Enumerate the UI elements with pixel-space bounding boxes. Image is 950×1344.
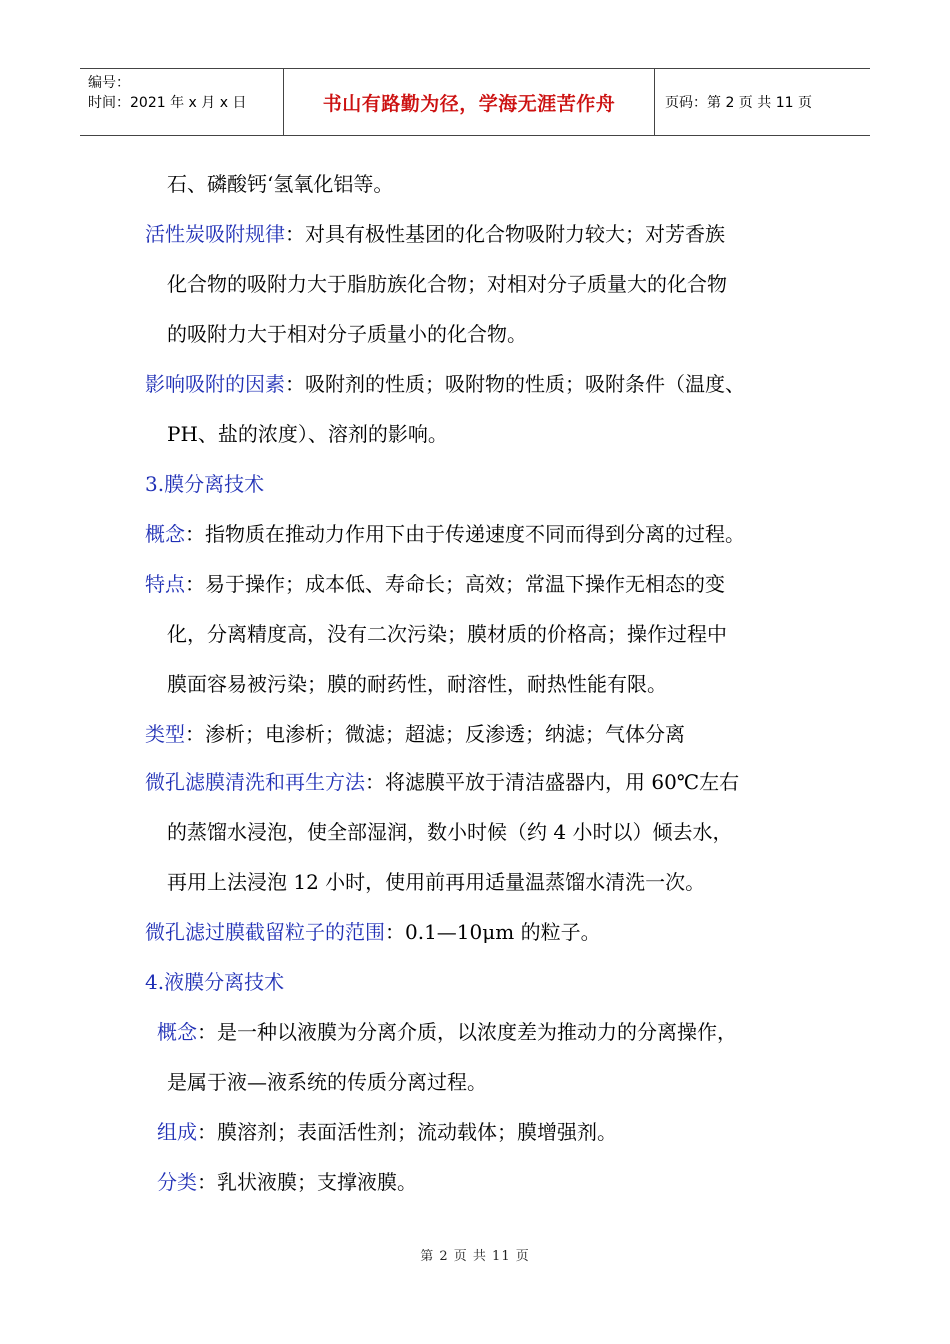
page-header bbox=[80, 68, 870, 136]
page-footer: 第 2 页 共 11 页 bbox=[420, 1249, 530, 1264]
text-line: 分类：乳状液膜；支撑液膜。 bbox=[157, 1170, 417, 1194]
section-heading: 3.膜分离技术 bbox=[145, 472, 265, 496]
text-line: 化合物的吸附力大于脂肪族化合物；对相对分子质量大的化合物 bbox=[167, 272, 727, 296]
text-line: 组成：膜溶剂；表面活性剂；流动载体；膜增强剂。 bbox=[157, 1120, 617, 1144]
header-motto-cell bbox=[284, 69, 655, 135]
text-line: 的蒸馏水浸泡，使全部湿润，数小时候（约 4 小时以）倾去水， bbox=[167, 820, 733, 844]
text-line: 类型：渗析；电渗析；微滤；超滤；反渗透；纳滤；气体分离 bbox=[145, 722, 685, 746]
header-meta bbox=[80, 69, 284, 135]
header-page-info: 页码：第 2 页 共 11 页 bbox=[665, 95, 812, 111]
section-heading: 4.液膜分离技术 bbox=[145, 970, 285, 994]
text-line: 的吸附力大于相对分子质量小的化合物。 bbox=[167, 322, 527, 346]
text-line: 影响吸附的因素：吸附剂的性质；吸附物的性质；吸附条件（温度、 bbox=[145, 372, 745, 396]
text-line: 再用上法浸泡 12 小时，使用前再用适量温蒸馏水清洗一次。 bbox=[167, 870, 706, 894]
header-motto: 书山有路勤为径，学海无涯苦作舟 bbox=[322, 92, 616, 115]
time-label: 时间：2021 年 x 月 x 日 bbox=[88, 95, 247, 111]
code-label: 编号： bbox=[88, 75, 130, 91]
text-line: 概念：是一种以液膜为分离介质，以浓度差为推动力的分离操作， bbox=[157, 1020, 737, 1044]
text-line: 是属于液—液系统的传质分离过程。 bbox=[167, 1070, 487, 1094]
text-line: 石、磷酸钙‘氢氧化铝等。 bbox=[167, 172, 394, 196]
text-line: 概念：指物质在推动力作用下由于传递速度不同而得到分离的过程。 bbox=[145, 522, 745, 546]
text-line: 微孔滤膜清洗和再生方法：将滤膜平放于清洁盛器内，用 60℃左右 bbox=[145, 770, 740, 794]
text-line: 膜面容易被污染；膜的耐药性，耐溶性，耐热性能有限。 bbox=[167, 672, 667, 696]
text-line: 特点：易于操作；成本低、寿命长；高效；常温下操作无相态的变 bbox=[145, 572, 725, 596]
text-line: 活性炭吸附规律：对具有极性基团的化合物吸附力较大；对芳香族 bbox=[145, 222, 725, 246]
text-line: PH、盐的浓度）、溶剂的影响。 bbox=[167, 422, 448, 446]
text-line: 化，分离精度高，没有二次污染；膜材质的价格高；操作过程中 bbox=[167, 622, 727, 646]
text-line: 微孔滤过膜截留粒子的范围：0.1—10μm 的粒子。 bbox=[145, 920, 601, 944]
